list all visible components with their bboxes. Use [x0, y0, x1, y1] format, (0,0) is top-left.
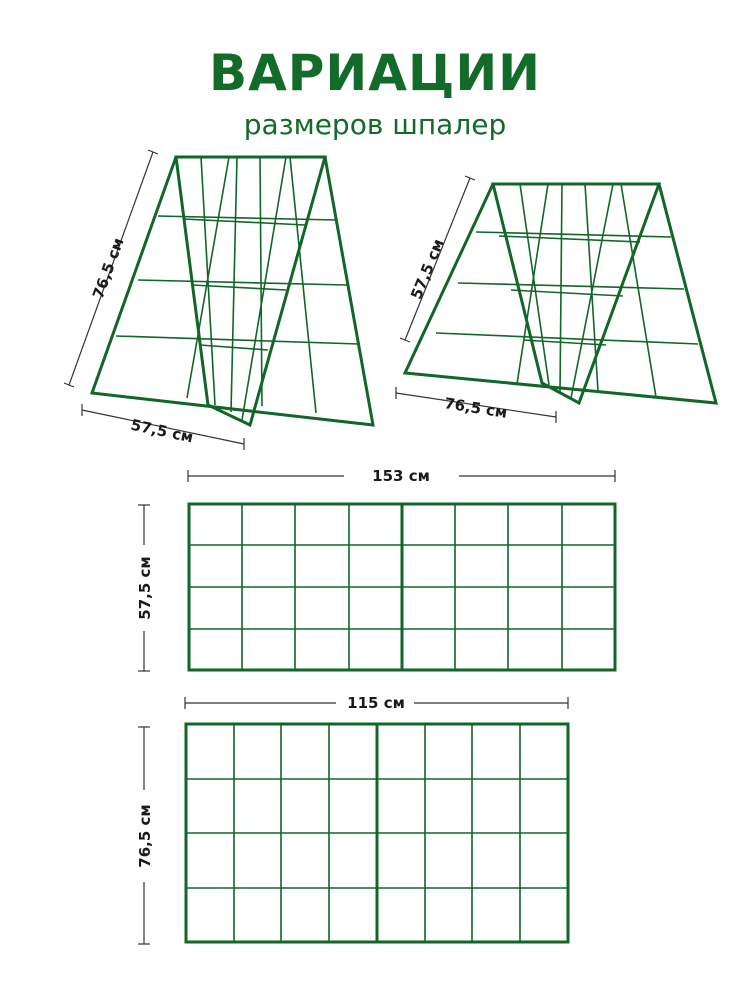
- grid-line: [458, 283, 684, 289]
- tall-front-panel: [176, 157, 325, 425]
- grid-line: [499, 236, 640, 242]
- low-a-frame-trellis: [396, 176, 716, 423]
- grid-line: [260, 157, 262, 406]
- flat-panel-153x57: [136, 467, 615, 671]
- subtitle: размеров шпалер: [243, 108, 507, 141]
- flat-panel-115x76: [136, 694, 568, 944]
- low-a-height-label: 57,5 см: [407, 236, 448, 302]
- grid-line: [290, 157, 316, 413]
- grid-line: [511, 290, 623, 296]
- grid-line: [523, 340, 606, 345]
- tall-a-frame-trellis: [64, 150, 373, 450]
- tall-back-panel: [92, 157, 373, 425]
- panel2-height-label: 76,5 см: [136, 804, 154, 868]
- tall-a-width-label: 57,5 см: [129, 415, 195, 447]
- grid-line: [231, 157, 237, 412]
- panel1-width-label: 153 см: [372, 467, 430, 485]
- grid-line: [184, 219, 305, 225]
- panel2-width-label: 115 см: [347, 694, 405, 712]
- grid-line: [560, 184, 562, 392]
- grid-line: [200, 345, 268, 350]
- grid-line: [138, 280, 347, 285]
- grid-line: [621, 184, 656, 397]
- panel1-height-label: 57,5 см: [136, 556, 154, 620]
- tall-a-height-label: 76,5 см: [89, 235, 128, 302]
- low-a-width-label: 76,5 см: [443, 394, 509, 422]
- title: ВАРИАЦИИ: [208, 44, 542, 102]
- grid-line: [116, 336, 359, 344]
